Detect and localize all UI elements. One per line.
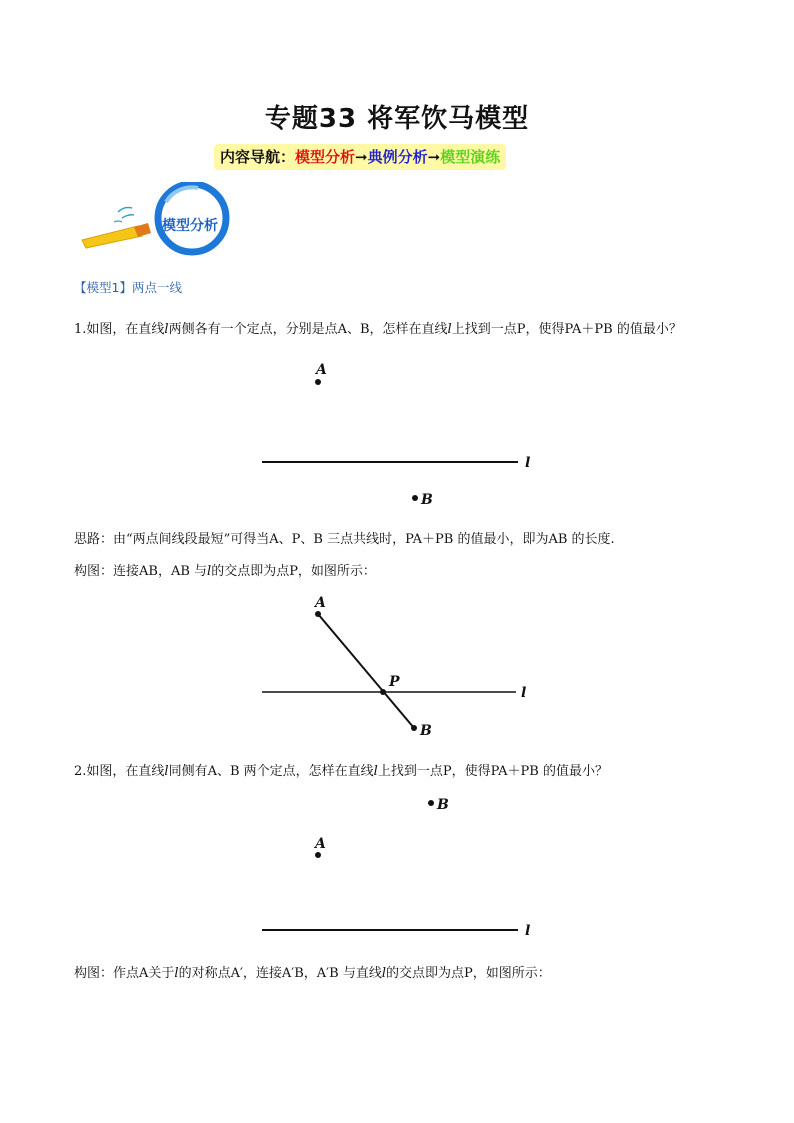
line-variable: l — [447, 322, 452, 337]
badge-label: 模型分析 — [162, 218, 218, 234]
question-1-text: 1.如图，在直线 — [74, 322, 165, 337]
label-a: A — [315, 836, 326, 852]
section-heading: 【模型1】两点一线 — [74, 280, 182, 295]
question-2-text: 同侧有A、B 两个定点，怎样在直线 — [168, 764, 374, 779]
point-a — [315, 852, 321, 858]
page-title: 专题33 将军饮马模型 — [264, 104, 530, 134]
nav-item-model-practice: 模型演练 — [440, 148, 501, 166]
line-variable: l — [164, 764, 169, 779]
label-b: B — [420, 723, 432, 739]
construction-2-text: 构图：作点A关于 — [74, 966, 175, 981]
idea-text: 思路：由“两点间线段最短”可得当A、P、B 三点共线时，PA＋PB 的值最小，即为AB 的长度. — [74, 532, 615, 547]
label-b: B — [437, 797, 449, 813]
nav-item-example-analysis: 典例分析 — [367, 148, 428, 166]
construction-2-text: 的交点即为点P，如图所示： — [386, 966, 551, 981]
construction-1-text: 构图：连接AB，AB 与 — [74, 564, 208, 579]
label-l: l — [525, 923, 531, 939]
label-a: A — [315, 595, 326, 611]
question-2-text: 2.如图，在直线 — [74, 764, 165, 779]
label-a: A — [316, 362, 327, 378]
construction-1-text: 的交点即为点P，如图所示： — [211, 564, 376, 579]
arrow-icon: ➞ — [427, 148, 441, 166]
construction-2 — [74, 962, 551, 981]
label-l: l — [525, 455, 531, 471]
line-variable: l — [207, 564, 212, 579]
question-1-text: 上找到一点P，使得PA＋PB 的值最小？ — [451, 322, 682, 337]
label-l: l — [521, 685, 527, 701]
label-p: P — [389, 674, 400, 690]
line-variable: l — [381, 966, 386, 981]
line-variable: l — [164, 322, 169, 337]
construction-2-text: 的对称点A′，连接A′B，A′B 与直线 — [178, 966, 382, 981]
arrow-icon: ➞ — [355, 148, 368, 166]
label-b: B — [421, 492, 433, 508]
question-2-text: 上找到一点P，使得PA＋PB 的值最小？ — [377, 764, 608, 779]
nav-item-model-analysis: 模型分析 — [295, 148, 356, 166]
nav-prefix: 内容导航： — [220, 148, 296, 166]
point-b — [428, 800, 434, 806]
line-variable: l — [174, 966, 179, 981]
line-variable: l — [373, 764, 378, 779]
question-1-text: 两侧各有一个定点，分别是点A、B，怎样在直线 — [168, 322, 448, 337]
